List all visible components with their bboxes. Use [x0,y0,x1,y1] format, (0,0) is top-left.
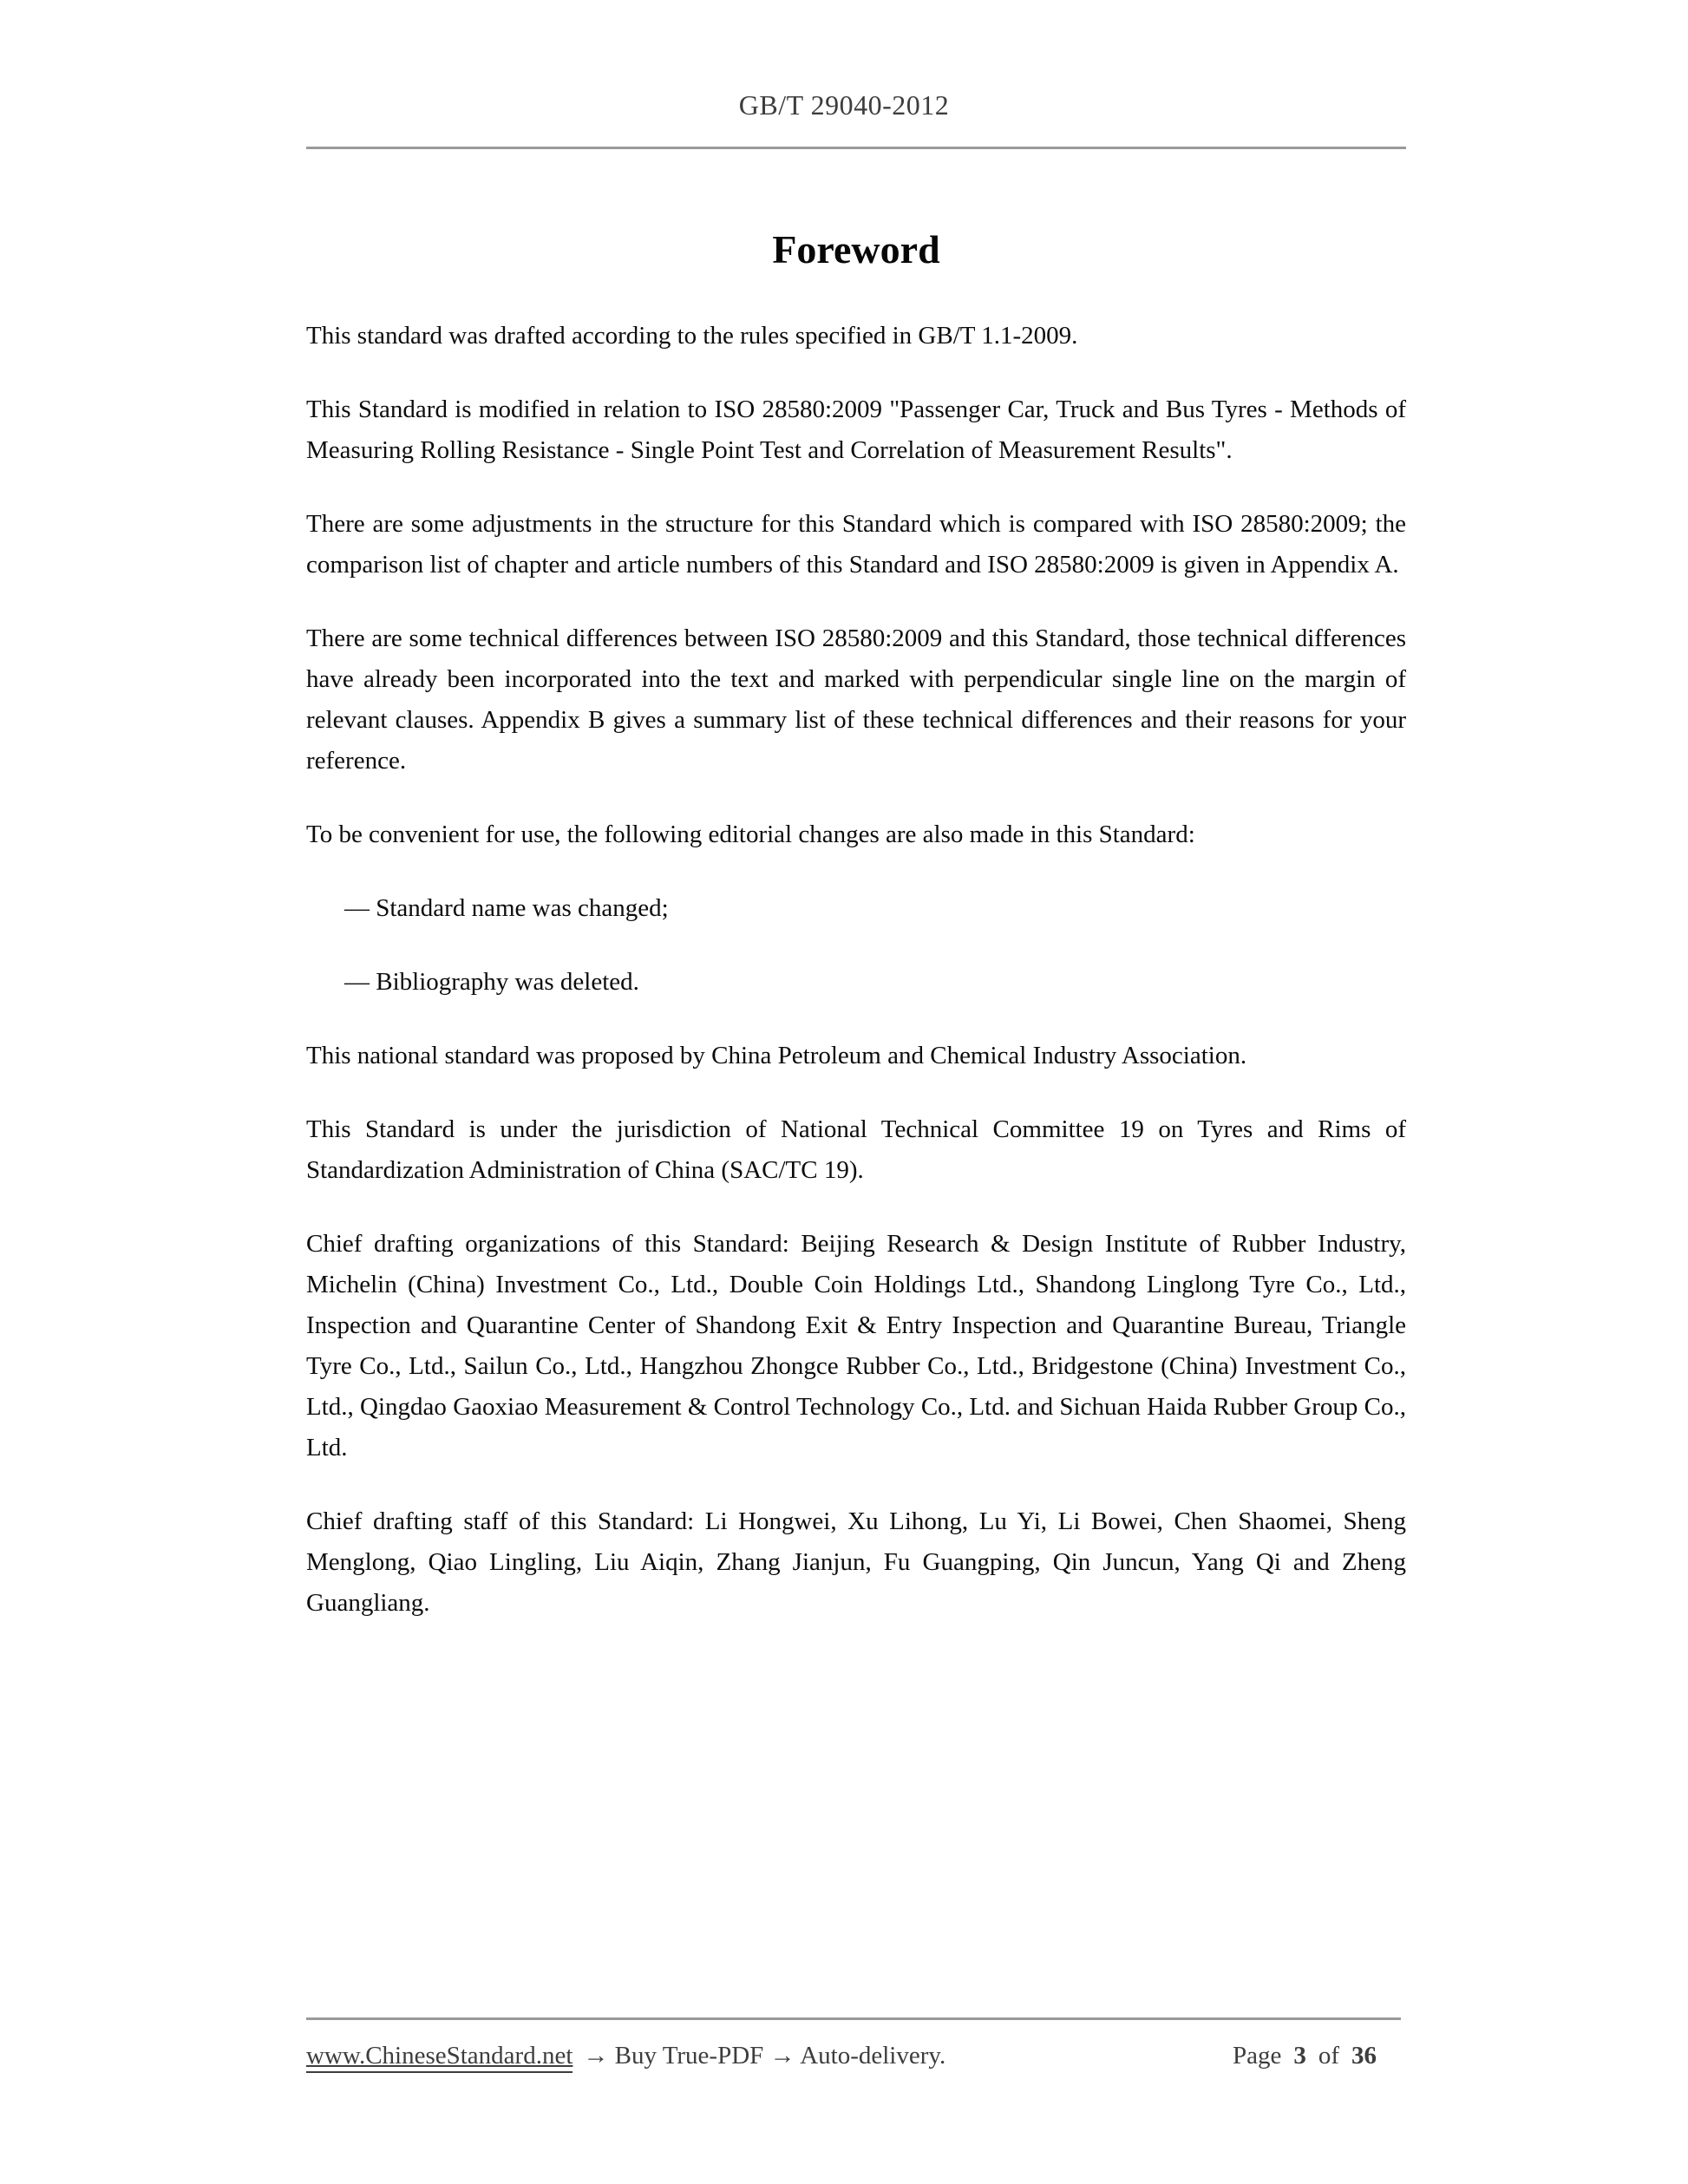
paragraph-drafting-rules: This standard was drafted according to the rules specified in GB/T 1.1-2009. [306,322,1078,350]
bullet-bibliography-deleted: — Bibliography was deleted. [344,968,639,996]
paragraph-jurisdiction: This Standard is under the jurisdiction of National Technical Committee 19 on Tyres and Rims of Standardization Administration of China (SAC/TC 19). [306,1115,1406,1184]
paragraph-structure-adjustments: There are some adjustments in the structure for this Standard which is compared with ISO 28580:2009; the comparison list of chapter and article numbers of this Standard and ISO 28580:2009 is given in Appendix A. [306,510,1406,579]
website-link[interactable]: www.ChineseStandard.net [306,2042,572,2073]
paragraph-iso-modified: This Standard is modified in relation to ISO 28580:2009 "Passenger Car, Truck and Bus Tyres - Methods of Measuring Rolling Resistance - Single Point Test and Correlation of Measurement Results". [306,396,1406,464]
footer-divider [306,2017,1401,2020]
of-word: of [1318,2042,1339,2070]
total-page-count: 36 [1351,2042,1377,2070]
paragraph-editorial-changes: To be convenient for use, the following editorial changes are also made in this Standard: [306,821,1195,848]
paragraph-drafting-staff: Chief drafting staff of this Standard: Li Hongwei, Xu Lihong, Lu Yi, Li Bowei, Chen Shaomei, Sheng Menglong, Qiao Lingling, Liu Aiqin, Zhang Jianjun, Fu Guangping, Qin Juncun, Yang Qi and Zheng Guangliang. [306,1507,1406,1617]
page-indicator [1233,2038,1377,2073]
footer-tagline: → Buy True-PDF → Auto-delivery. [583,2042,946,2070]
page-word: Page [1232,2042,1282,2070]
footer-left [306,2038,945,2073]
page-content [306,149,1406,1657]
bullet-standard-name-changed: — Standard name was changed; [344,894,669,922]
paragraph-proposed-by: This national standard was proposed by China Petroleum and Chemical Industry Association. [306,1042,1247,1069]
page-footer [306,2038,1401,2073]
current-page-number: 3 [1293,2042,1306,2070]
page-title: Foreword [772,227,940,271]
paragraph-drafting-organizations: Chief drafting organizations of this Standard: Beijing Research & Design Institute of Rubber Industry, Michelin (China) Investment Co., Ltd., Double Coin Holdings Ltd., Shandong Linglong Tyre Co., Ltd., Inspection and Quarantine Center of Shandong Exit & Entry Inspection and Quarantine Bureau, Triangle Tyre Co., Ltd., Sailun Co., Ltd., Hangzhou Zhongce Rubber Co., Ltd., Bridgestone (China) Investment Co., Ltd., Qingdao Gaoxiao Measurement & Control Technology Co., Ltd. and Sichuan Haida Rubber Group Co., Ltd. [306,1230,1406,1461]
paragraph-technical-differences: There are some technical differences between ISO 28580:2009 and this Standard, those technical differences have already been incorporated into the text and marked with perpendicular single line on the margin of relevant clauses. Appendix B gives a summary list of these technical differences and their reasons for your reference. [306,624,1406,775]
header-standard-number: GB/T 29040-2012 [738,89,950,121]
